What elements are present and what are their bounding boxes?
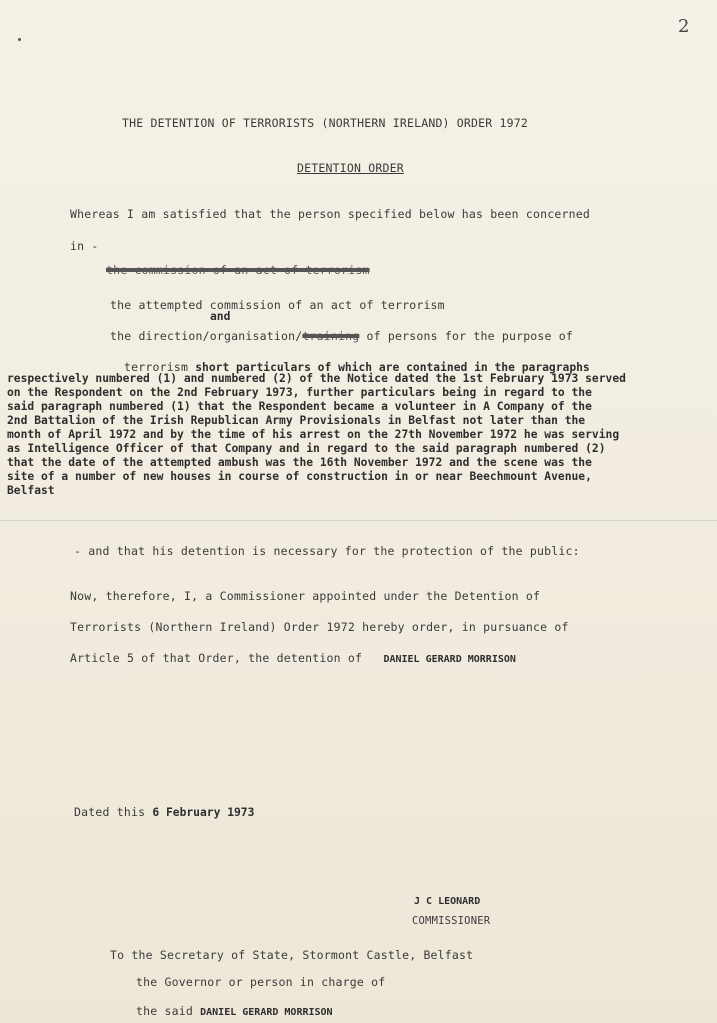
dated-value: 6 February 1973	[152, 806, 255, 819]
protection-line: - and that his detention is necessary for the protection of the public:	[74, 544, 580, 558]
particulars-line-8: site of a number of new houses in course of construction in or near Beechmount Avenue,	[7, 470, 592, 483]
whereas-line-2: in -	[70, 239, 99, 253]
insert-and: and	[210, 310, 231, 323]
now-line-1: Now, therefore, I, a Commissioner appointed under the Detention of	[70, 589, 541, 603]
direction-part-c: of persons for the purpose of	[366, 329, 574, 343]
now-line-2: Terrorists (Northern Ireland) Order 1972 hereby order, in pursuance of	[70, 620, 569, 634]
page-number: 2	[678, 16, 690, 37]
to-line-3-text: the said	[136, 1004, 193, 1018]
fold-line	[0, 520, 717, 521]
particulars-line-7: that the date of the attempted ambush was the 16th November 1972 and the scene was the	[7, 456, 592, 469]
dated-label: Dated this	[74, 805, 146, 819]
direction-line	[110, 329, 573, 343]
person-name: DANIEL GERARD MORRISON	[383, 654, 516, 665]
attempted-line: the attempted commission of an act of terrorism	[110, 298, 445, 312]
particulars-line-3: said paragraph numbered (1) that the Respondent became a volunteer in A Company of the	[7, 400, 592, 413]
ink-dot	[18, 38, 21, 41]
now-line-3	[70, 651, 516, 665]
dated-line	[74, 805, 254, 819]
order-title: THE DETENTION OF TERRORISTS (NORTHERN IRELAND) ORDER 1972	[122, 116, 529, 130]
particulars-line-2: on the Respondent on the 2nd February 1973, further particulars being in regard to the	[7, 386, 592, 399]
direction-struck: training	[302, 329, 360, 343]
direction-part-a: the direction/	[110, 329, 210, 343]
now-line-3-text: Article 5 of that Order, the detention of	[70, 651, 363, 665]
signatory-name: J C LEONARD	[414, 896, 481, 907]
particulars-line-4: 2nd Battalion of the Irish Republican Army Provisionals in Belfast not later than the	[7, 414, 586, 427]
direction-part-b: organisation/	[209, 329, 303, 343]
whereas-line-1: Whereas I am satisfied that the person specified below has been concerned	[70, 207, 591, 221]
particulars-line-0: short particulars of which are contained in the paragraphs	[195, 361, 590, 374]
particulars-line-9: Belfast	[7, 484, 55, 497]
to-line-1: To the Secretary of State, Stormont Castle, Belfast	[110, 948, 474, 962]
to-line-2: the Governor or person in charge of	[136, 975, 386, 989]
signatory-title: COMMISSIONER	[412, 915, 491, 927]
terrorism-word: terrorism	[124, 360, 189, 374]
struck-line: the commission of an act of terrorism	[106, 263, 370, 277]
particulars-line-6: as Intelligence Officer of that Company and in regard to the said paragraph numbered (2)	[7, 442, 606, 455]
order-subtitle: DETENTION ORDER	[297, 161, 404, 175]
person-name-repeat: DANIEL GERARD MORRISON	[200, 1007, 333, 1018]
particulars-line-5: month of April 1972 and by the time of his arrest on the 27th November 1972 he was serving	[7, 428, 620, 441]
particulars-line-1: respectively numbered (1) and numbered (2) of the Notice dated the 1st February 1973 served	[7, 372, 626, 385]
to-line-3	[136, 1004, 333, 1018]
